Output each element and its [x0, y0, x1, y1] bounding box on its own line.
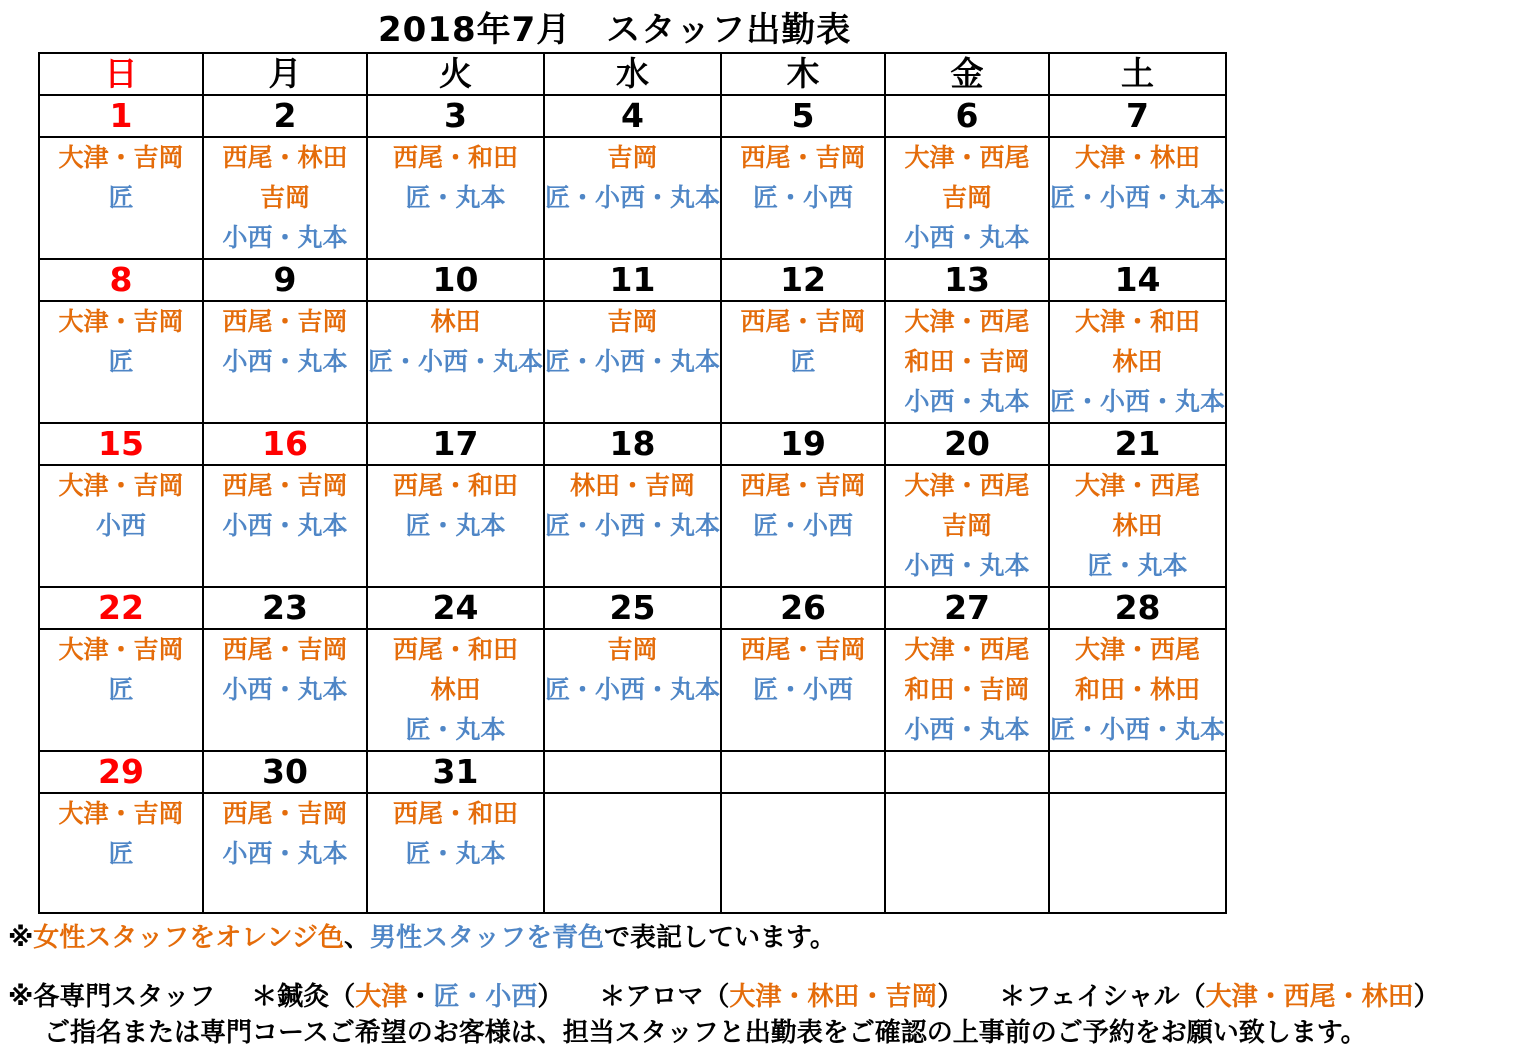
- staff-cell: [39, 793, 203, 913]
- staff-cell: [721, 301, 885, 423]
- female-staff-line: 大津・西尾: [904, 143, 1030, 172]
- male-staff-line: 小西: [95, 511, 146, 540]
- male-staff-line: 匠・丸本: [405, 715, 506, 744]
- male-staff-line: 匠・小西・丸本: [545, 675, 721, 704]
- female-staff-line: 西尾・吉岡: [222, 635, 348, 664]
- female-staff-line: 林田: [1112, 347, 1163, 376]
- staff-cell: [721, 137, 885, 259]
- male-staff-line: 匠: [108, 675, 134, 704]
- staff-cell: [885, 137, 1049, 259]
- staff-row: [39, 137, 1226, 259]
- date-number: 26: [721, 587, 885, 629]
- staff-cell: [1049, 629, 1226, 751]
- date-number: 2: [203, 95, 367, 137]
- male-staff-line: 匠: [790, 347, 816, 376]
- male-staff-line: 匠・小西: [753, 183, 854, 212]
- female-staff-line: 西尾・吉岡: [222, 471, 348, 500]
- date-number: 22: [39, 587, 203, 629]
- staff-cell: [39, 301, 203, 423]
- staff-cell: [203, 137, 367, 259]
- date-row: [39, 95, 1226, 137]
- acupuncture-separator: ・: [407, 982, 434, 1012]
- female-staff-line: 林田: [430, 307, 481, 336]
- date-row: [39, 423, 1226, 465]
- date-number: 20: [885, 423, 1049, 465]
- date-number: 6: [885, 95, 1049, 137]
- female-staff-line: 吉岡: [607, 307, 658, 336]
- male-staff-line: 小西・丸本: [904, 715, 1030, 744]
- female-staff-line: 吉岡: [607, 143, 658, 172]
- male-staff-line: 匠・小西・丸本: [368, 347, 544, 376]
- date-number: 30: [203, 751, 367, 793]
- date-number: 3: [367, 95, 544, 137]
- facial-close: ）: [1413, 982, 1440, 1012]
- male-staff-line: 匠・小西・丸本: [545, 511, 721, 540]
- female-staff-line: 西尾・和田: [393, 635, 519, 664]
- staff-cell: [1049, 465, 1226, 587]
- staff-cell: [1049, 137, 1226, 259]
- aroma-label: ＊アロマ（: [599, 982, 730, 1012]
- male-staff-line: 匠・小西・丸本: [545, 347, 721, 376]
- date-number: 24: [367, 587, 544, 629]
- female-staff-line: 大津・吉岡: [58, 635, 184, 664]
- female-staff-line: 吉岡: [942, 183, 993, 212]
- female-staff-line: 和田・林田: [1075, 675, 1201, 704]
- date-number: 28: [1049, 587, 1226, 629]
- female-staff-line: 西尾・和田: [393, 471, 519, 500]
- female-color-legend: 女性スタッフをオレンジ色: [33, 923, 344, 953]
- male-staff-line: 小西・丸本: [904, 387, 1030, 416]
- staff-cell: [367, 465, 544, 587]
- female-staff-line: 大津・西尾: [904, 307, 1030, 336]
- weekday-thursday: 木: [721, 53, 885, 95]
- staff-cell: [367, 137, 544, 259]
- staff-row: [39, 465, 1226, 587]
- weekday-monday: 月: [203, 53, 367, 95]
- date-number: 31: [367, 751, 544, 793]
- date-number: [885, 751, 1049, 793]
- female-staff-line: 和田・吉岡: [904, 347, 1030, 376]
- date-number: 5: [721, 95, 885, 137]
- female-staff-line: 大津・吉岡: [58, 471, 184, 500]
- male-staff-line: 匠・小西・丸本: [1050, 715, 1226, 744]
- staff-cell: [885, 465, 1049, 587]
- facial-label: ＊フェイシャル（: [999, 982, 1206, 1012]
- staff-cell: [721, 629, 885, 751]
- staff-cell: [203, 629, 367, 751]
- male-staff-line: 小西・丸本: [222, 347, 348, 376]
- weekday-saturday: 土: [1049, 53, 1226, 95]
- date-row: [39, 259, 1226, 301]
- weekday-sunday: 日: [39, 53, 203, 95]
- date-number: 17: [367, 423, 544, 465]
- page-title: 2018年7月 スタッフ出勤表: [378, 10, 852, 50]
- date-number: 16: [203, 423, 367, 465]
- female-staff-line: 大津・林田: [1075, 143, 1201, 172]
- staff-cell: [544, 137, 721, 259]
- male-staff-line: 小西・丸本: [222, 511, 348, 540]
- date-number: 23: [203, 587, 367, 629]
- date-number: 4: [544, 95, 721, 137]
- female-staff-line: 大津・西尾: [1075, 635, 1201, 664]
- female-staff-line: 西尾・和田: [393, 799, 519, 828]
- staff-cell: [885, 629, 1049, 751]
- staff-cell: [885, 793, 1049, 913]
- female-staff-line: 和田・吉岡: [904, 675, 1030, 704]
- date-number: 13: [885, 259, 1049, 301]
- staff-cell: [885, 301, 1049, 423]
- staff-cell: [367, 301, 544, 423]
- date-number: [544, 751, 721, 793]
- female-staff-line: 西尾・和田: [393, 143, 519, 172]
- aroma-female-staff: 大津・林田・吉岡: [729, 982, 938, 1012]
- male-staff-line: 小西・丸本: [904, 551, 1030, 580]
- staff-cell: [544, 301, 721, 423]
- female-staff-line: 吉岡: [607, 635, 658, 664]
- date-number: 15: [39, 423, 203, 465]
- staff-cell: [721, 793, 885, 913]
- female-staff-line: 西尾・林田: [222, 143, 348, 172]
- staff-cell: [39, 629, 203, 751]
- male-staff-line: 匠・小西: [753, 511, 854, 540]
- staff-cell: [367, 629, 544, 751]
- male-staff-line: 匠: [108, 839, 134, 868]
- female-staff-line: 林田: [430, 675, 481, 704]
- note-comma: 、: [343, 923, 370, 953]
- female-staff-line: 大津・吉岡: [58, 799, 184, 828]
- date-number: 7: [1049, 95, 1226, 137]
- color-legend-note: [8, 918, 836, 958]
- staff-cell: [39, 137, 203, 259]
- date-number: 9: [203, 259, 367, 301]
- staff-cell: [367, 793, 544, 913]
- date-number: 25: [544, 587, 721, 629]
- date-number: 27: [885, 587, 1049, 629]
- female-staff-line: 大津・吉岡: [58, 307, 184, 336]
- facial-female-staff: 大津・西尾・林田: [1205, 982, 1414, 1012]
- staff-cell: [1049, 793, 1226, 913]
- male-staff-line: 匠・小西: [753, 675, 854, 704]
- female-staff-line: 西尾・吉岡: [222, 307, 348, 336]
- date-number: 12: [721, 259, 885, 301]
- male-staff-line: 匠: [108, 347, 134, 376]
- acupuncture-female-staff: 大津: [355, 982, 408, 1012]
- date-number: 18: [544, 423, 721, 465]
- female-staff-line: 西尾・吉岡: [740, 307, 866, 336]
- female-staff-line: 林田: [1112, 511, 1163, 540]
- date-number: [721, 751, 885, 793]
- staff-cell: [544, 793, 721, 913]
- staff-cell: [39, 465, 203, 587]
- weekday-tuesday: 火: [367, 53, 544, 95]
- date-row: [39, 587, 1226, 629]
- reservation-note: ご指名または専門コースご希望のお客様は、担当スタッフと出勤表をご確認の上事前のご予約をお願い致します。: [44, 1018, 1367, 1048]
- staff-cell: [544, 465, 721, 587]
- acupuncture-label: ＊鍼灸（: [251, 982, 356, 1012]
- female-staff-line: 吉岡: [942, 511, 993, 540]
- date-number: 11: [544, 259, 721, 301]
- date-number: 10: [367, 259, 544, 301]
- male-color-legend: 男性スタッフを青色: [370, 923, 605, 953]
- male-staff-line: 匠・小西・丸本: [1050, 387, 1226, 416]
- date-row: [39, 751, 1226, 793]
- date-number: 19: [721, 423, 885, 465]
- female-staff-line: 大津・西尾: [904, 635, 1030, 664]
- male-staff-line: 匠・小西・丸本: [1050, 183, 1226, 212]
- weekday-wednesday: 水: [544, 53, 721, 95]
- male-staff-line: 匠・丸本: [405, 511, 506, 540]
- male-staff-line: 匠・丸本: [405, 183, 506, 212]
- female-staff-line: 大津・西尾: [1075, 471, 1201, 500]
- male-staff-line: 匠・小西・丸本: [545, 183, 721, 212]
- staff-cell: [203, 793, 367, 913]
- acupuncture-male-staff: 匠・小西: [433, 982, 538, 1012]
- staff-cell: [203, 301, 367, 423]
- male-staff-line: 匠・丸本: [405, 839, 506, 868]
- male-staff-line: 匠・丸本: [1087, 551, 1188, 580]
- calendar-body: [39, 53, 1226, 913]
- female-staff-line: 西尾・吉岡: [740, 471, 866, 500]
- aroma-close: ）: [937, 982, 964, 1012]
- male-staff-line: 小西・丸本: [904, 223, 1030, 252]
- female-staff-line: 吉岡: [259, 183, 310, 212]
- date-number: 1: [39, 95, 203, 137]
- date-number: 21: [1049, 423, 1226, 465]
- weekday-header-row: [39, 53, 1226, 95]
- staff-cell: [1049, 301, 1226, 423]
- female-staff-line: 西尾・吉岡: [740, 143, 866, 172]
- acupuncture-close: ）: [537, 982, 564, 1012]
- note-ending: で表記しています。: [604, 923, 836, 953]
- weekday-friday: 金: [885, 53, 1049, 95]
- attendance-calendar: [38, 52, 1227, 914]
- date-number: 8: [39, 259, 203, 301]
- specialist-staff-note: [8, 978, 1440, 1016]
- note-mark: ※: [8, 923, 34, 953]
- staff-row: [39, 793, 1226, 913]
- female-staff-line: 西尾・吉岡: [740, 635, 866, 664]
- female-staff-line: 大津・西尾: [904, 471, 1030, 500]
- female-staff-line: 林田・吉岡: [570, 471, 696, 500]
- staff-cell: [721, 465, 885, 587]
- male-staff-line: 小西・丸本: [222, 223, 348, 252]
- staff-cell: [544, 629, 721, 751]
- date-number: [1049, 751, 1226, 793]
- male-staff-line: 小西・丸本: [222, 839, 348, 868]
- staff-row: [39, 301, 1226, 423]
- female-staff-line: 大津・和田: [1075, 307, 1201, 336]
- date-number: 29: [39, 751, 203, 793]
- staff-row: [39, 629, 1226, 751]
- female-staff-line: 大津・吉岡: [58, 143, 184, 172]
- male-staff-line: 小西・丸本: [222, 675, 348, 704]
- staff-cell: [203, 465, 367, 587]
- male-staff-line: 匠: [108, 183, 134, 212]
- specialist-lead: ※各専門スタッフ: [8, 982, 216, 1012]
- female-staff-line: 西尾・吉岡: [222, 799, 348, 828]
- date-number: 14: [1049, 259, 1226, 301]
